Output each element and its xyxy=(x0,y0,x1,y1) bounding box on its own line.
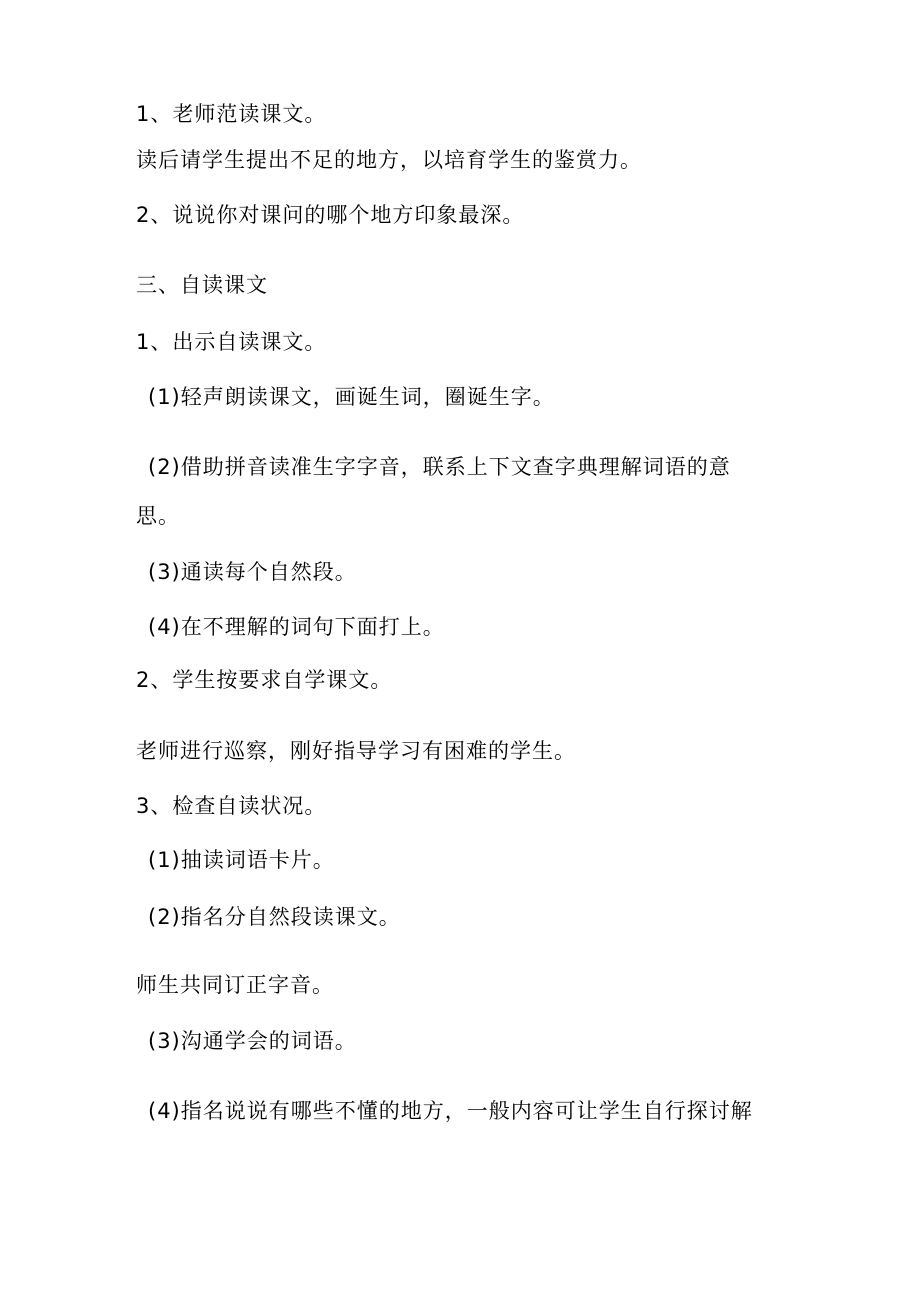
step-deepest-impression: 2、说说你对课问的哪个地方印象最深。 xyxy=(136,203,525,227)
step-self-study: 2、学生按要求自学课文。 xyxy=(136,668,393,692)
paragraph-student-feedback: 读后请学生提出不足的地方，以培育学生的鉴赏力。 xyxy=(136,148,642,172)
step-check-reading: 3、检查自读状况。 xyxy=(136,794,327,818)
substep-3-share-words: (3)沟通学会的词语。 xyxy=(148,1029,357,1053)
substep-3-read-paragraphs: (3)通读每个自然段。 xyxy=(148,560,357,584)
substep-2-continuation: 思。 xyxy=(136,504,180,528)
substep-2-read-by-paragraph: (2)指名分自然段读课文。 xyxy=(148,905,401,929)
step-show-self-reading: 1、出示自读课文。 xyxy=(136,330,327,354)
paragraph-correct-pronunciation: 师生共同订正字音。 xyxy=(136,973,334,997)
substep-2-pinyin: (2)借助拼音读准生字字音，联系上下文查字典理解词语的意 xyxy=(148,455,731,479)
substep-1-word-cards: (1)抽读词语卡片。 xyxy=(148,848,335,872)
section-heading-self-reading: 三、自读课文 xyxy=(136,273,268,297)
substep-4-mark-words: (4)在不理解的词句下面打上。 xyxy=(148,615,445,639)
substep-4-discuss-questions: (4)指名说说有哪些不懂的地方，一般内容可让学生自行探讨解 xyxy=(148,1099,753,1123)
step-teacher-reads: 1、老师范读课文。 xyxy=(136,102,327,126)
paragraph-teacher-patrol: 老师进行巡察，刚好指导学习有困难的学生。 xyxy=(136,739,576,763)
substep-1-read-aloud: (1)轻声朗读课文，画诞生词，圈诞生字。 xyxy=(148,385,555,409)
